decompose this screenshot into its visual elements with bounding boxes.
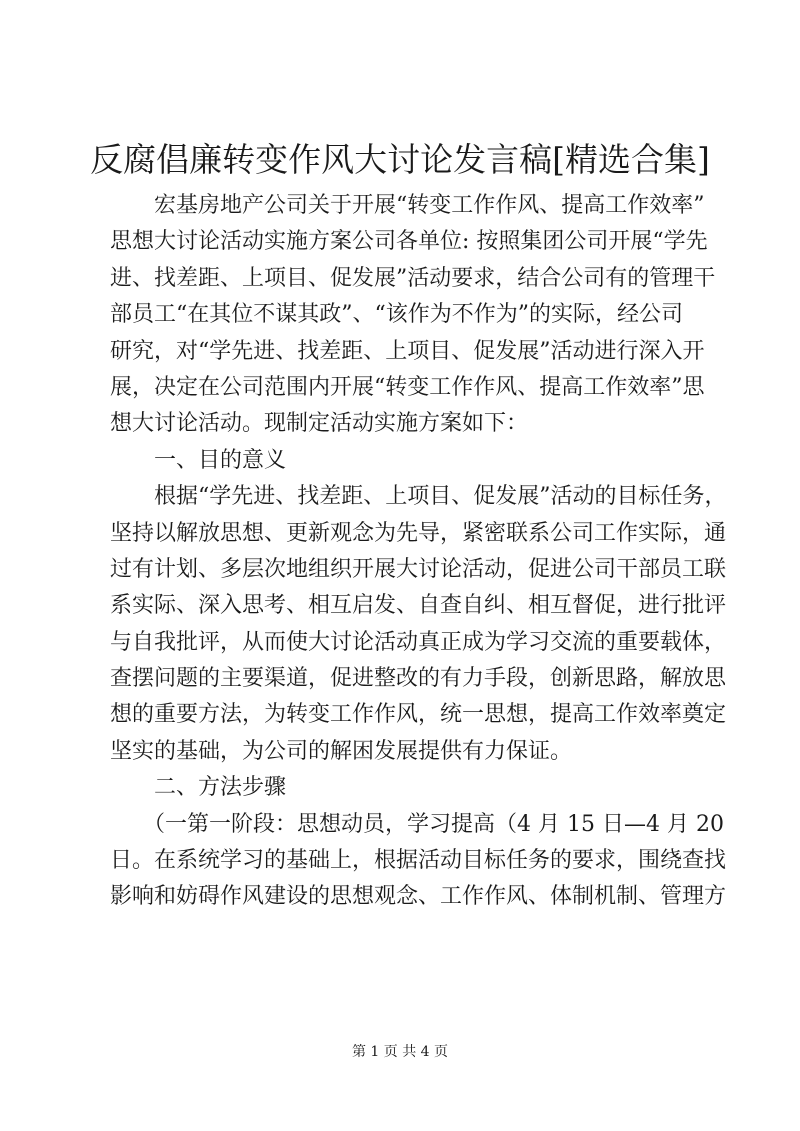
body-line: 查摆问题的主要渠道，促进整改的有力手段，创新思路，解放思 xyxy=(110,666,727,692)
body-line: 想大讨论活动。现制定活动实施方案如下： xyxy=(110,411,529,437)
body-line: 宏基房地产公司关于开展“转变工作作风、提高工作效率” xyxy=(110,193,705,218)
body-line: 过有计划、多层次地组织开展大讨论活动，促进公司干部员工联 xyxy=(110,556,727,582)
section-heading: 二、方法步骤 xyxy=(110,775,287,801)
body-line: 研究，对“学先进、找差距、上项目、促发展”活动进行深入开 xyxy=(110,338,705,364)
body-line: 与自我批评，从而使大讨论活动真正成为学习交流的重要载体， xyxy=(110,629,727,655)
body-line: 根据“学先进、找差距、上项目、促发展”活动的目标任务， xyxy=(110,484,727,510)
body-line: 影响和妨碍作风建设的思想观念、工作作风、体制机制、管理方 xyxy=(110,884,727,910)
body-line: 进、找差距、上项目、促发展”活动要求，结合公司有的管理干 xyxy=(110,265,716,291)
body-line: （一第一阶段：思想动员，学习提高（4 月 15 日—4 月 20 xyxy=(110,811,724,837)
page-number-footer: 第 1 页 共 4 页 xyxy=(351,1044,449,1060)
document-body xyxy=(110,188,727,916)
body-line: 系实际、深入思考、相互启发、自查自纠、相互督促，进行批评 xyxy=(110,593,727,619)
document-title: 反腐倡廉转变作风大讨论发言稿[精选合集] xyxy=(90,140,710,179)
body-line: 思想大讨论活动实施方案公司各单位: 按照集团公司开展“学先 xyxy=(110,229,708,255)
body-line: 想的重要方法，为转变工作作风，统一思想，提高工作效率奠定 xyxy=(110,702,727,728)
section-heading: 一、目的意义 xyxy=(110,447,287,473)
body-line: 坚实的基础，为公司的解困发展提供有力保证。 xyxy=(110,738,573,764)
body-line: 部员工“在其位不谋其政”、“该作为不作为”的实际，经公司 xyxy=(110,302,683,328)
body-line: 坚持以解放思想、更新观念为先导，紧密联系公司工作实际，通 xyxy=(110,520,727,546)
body-line: 日。在系统学习的基础上，根据活动目标任务的要求，围绕查找 xyxy=(110,848,727,874)
body-line: 展，决定在公司范围内开展“转变工作作风、提高工作效率”思 xyxy=(110,374,705,400)
